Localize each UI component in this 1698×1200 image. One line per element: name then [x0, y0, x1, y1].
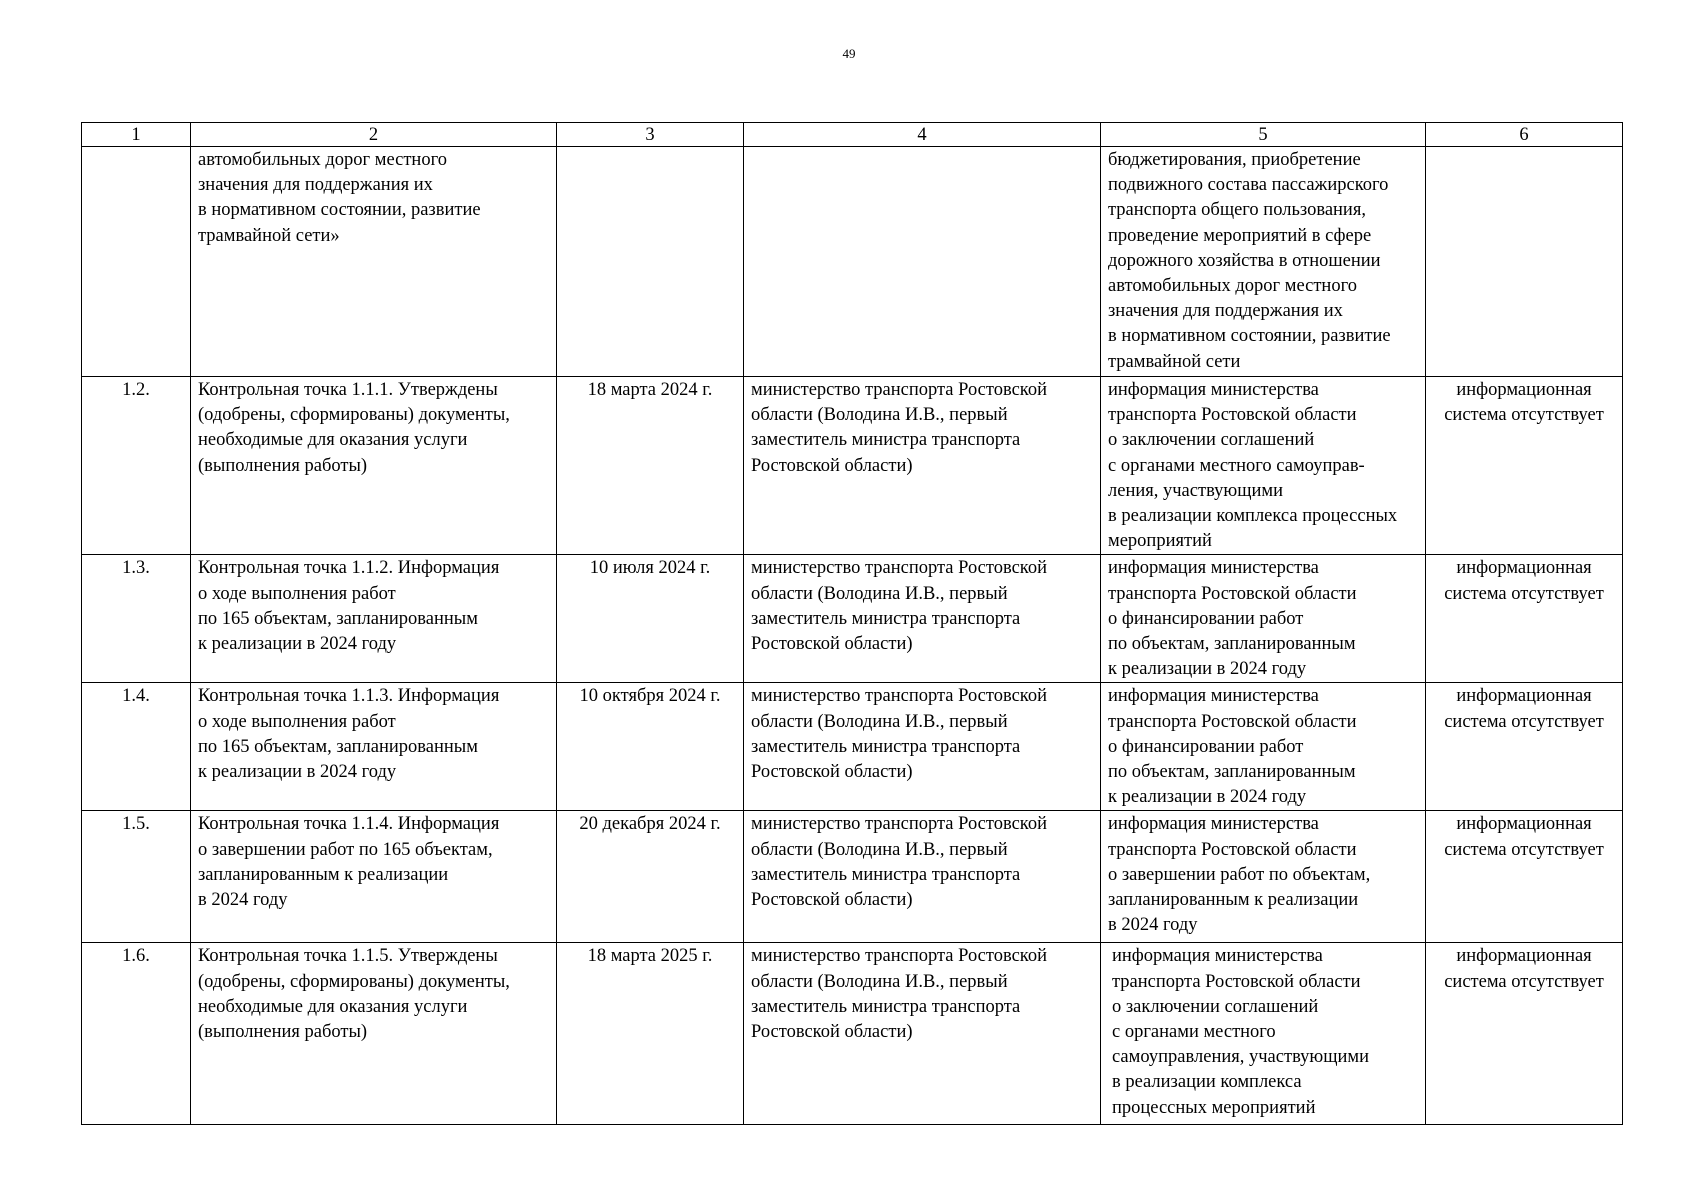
row-number: 1.5. — [82, 811, 191, 943]
row-number: 1.4. — [82, 683, 191, 811]
table-row — [82, 555, 1623, 683]
due-date: 10 июля 2024 г. — [557, 555, 744, 683]
table-row — [82, 943, 1623, 1125]
row-number — [82, 147, 191, 377]
responsible-executor: министерство транспорта Ростовской области (Володина И.В., первый заместитель министра транспорта Ростовской области) — [744, 555, 1101, 683]
table-row — [82, 377, 1623, 555]
control-point-name: Контрольная точка 1.1.4. Информация о завершении работ по 165 объектам, запланированным к реализации в 2024 году — [191, 811, 557, 943]
confirming-document: информация министерства транспорта Ростовской области о финансировании работ по объектам, запланированным к реализации в 2024 году — [1101, 683, 1426, 811]
table-row — [82, 811, 1623, 943]
information-system: информационная система отсутствует — [1426, 555, 1623, 683]
row-number: 1.6. — [82, 943, 191, 1125]
column-number-row — [82, 123, 1623, 147]
control-point-name: Контрольная точка 1.1.5. Утверждены (одобрены, сформированы) документы, необходимые для оказания услуги (выполнения работы) — [191, 943, 557, 1125]
information-system: информационная система отсутствует — [1426, 683, 1623, 811]
due-date: 18 марта 2024 г. — [557, 377, 744, 555]
confirming-document: информация министерства транспорта Ростовской области о заключении соглашений с органами местного самоуправ- ления, участвующими в реализации комплекса процессных мероприятий — [1101, 377, 1426, 555]
control-point-name: автомобильных дорог местного значения для поддержания их в нормативном состоянии, развитие трамвайной сети» — [191, 147, 557, 377]
column-header: 6 — [1426, 123, 1623, 147]
column-header: 2 — [191, 123, 557, 147]
column-header: 1 — [82, 123, 191, 147]
responsible-executor — [744, 147, 1101, 377]
confirming-document: информация министерства транспорта Ростовской области о заключении соглашений с органами местного самоуправления, участвующими в реализации комплекса процессных мероприятий — [1101, 943, 1426, 1125]
control-point-name: Контрольная точка 1.1.1. Утверждены (одобрены, сформированы) документы, необходимые для оказания услуги (выполнения работы) — [191, 377, 557, 555]
responsible-executor: министерство транспорта Ростовской области (Володина И.В., первый заместитель министра транспорта Ростовской области) — [744, 943, 1101, 1125]
confirming-document: информация министерства транспорта Ростовской области о финансировании работ по объектам, запланированным к реализации в 2024 году — [1101, 555, 1426, 683]
due-date — [557, 147, 744, 377]
information-system — [1426, 147, 1623, 377]
responsible-executor: министерство транспорта Ростовской области (Володина И.В., первый заместитель министра транспорта Ростовской области) — [744, 683, 1101, 811]
table-row — [82, 147, 1623, 377]
control-point-name: Контрольная точка 1.1.2. Информация о ходе выполнения работ по 165 объектам, запланированным к реализации в 2024 году — [191, 555, 557, 683]
row-number: 1.2. — [82, 377, 191, 555]
control-point-name: Контрольная точка 1.1.3. Информация о ходе выполнения работ по 165 объектам, запланированным к реализации в 2024 году — [191, 683, 557, 811]
row-number: 1.3. — [82, 555, 191, 683]
due-date: 20 декабря 2024 г. — [557, 811, 744, 943]
confirming-document: информация министерства транспорта Ростовской области о завершении работ по объектам, запланированным к реализации в 2024 году — [1101, 811, 1426, 943]
due-date: 18 марта 2025 г. — [557, 943, 744, 1125]
responsible-executor: министерство транспорта Ростовской области (Володина И.В., первый заместитель министра транспорта Ростовской области) — [744, 377, 1101, 555]
due-date: 10 октября 2024 г. — [557, 683, 744, 811]
responsible-executor: министерство транспорта Ростовской области (Володина И.В., первый заместитель министра транспорта Ростовской области) — [744, 811, 1101, 943]
information-system: информационная система отсутствует — [1426, 377, 1623, 555]
page-number: 49 — [842, 46, 856, 61]
confirming-document: бюджетирования, приобретение подвижного состава пассажирского транспорта общего пользования, проведение мероприятий в сфере дорожного хозяйства в отношении автомобильных дорог местного значения для поддержания их в нормативном состоянии, развитие трамвайной сети — [1101, 147, 1426, 377]
information-system: информационная система отсутствует — [1426, 943, 1623, 1125]
table-row — [82, 683, 1623, 811]
column-header: 5 — [1101, 123, 1426, 147]
column-header: 4 — [744, 123, 1101, 147]
control-points-table — [81, 122, 1623, 1125]
column-header: 3 — [557, 123, 744, 147]
information-system: информационная система отсутствует — [1426, 811, 1623, 943]
